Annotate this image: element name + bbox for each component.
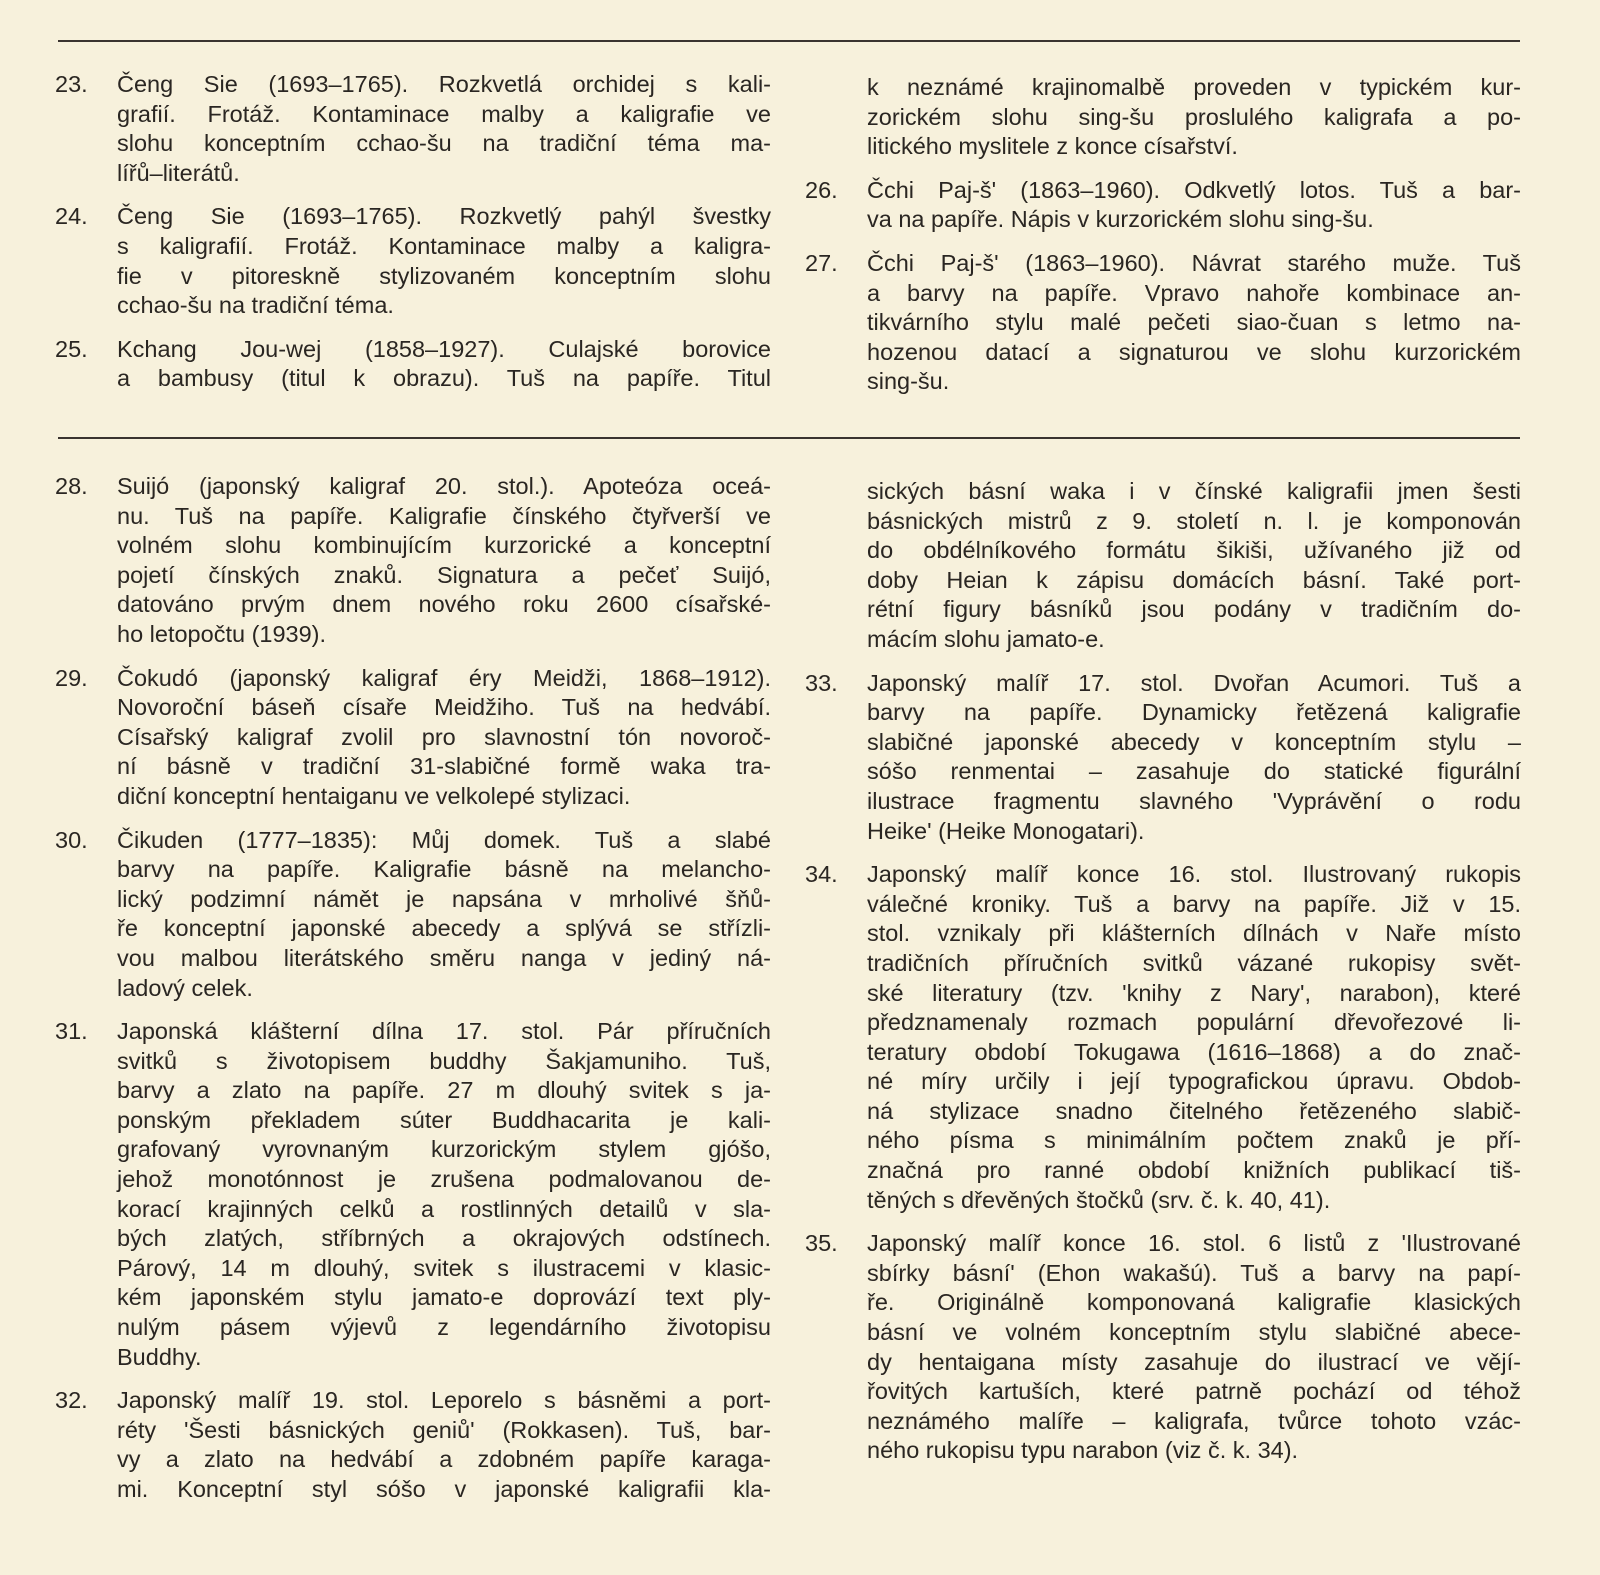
entry-text-line: nulým pásem výjevů z legendárního životopisu <box>117 1314 771 1341</box>
entry-text-line: ilustrace fragmentu slavného 'Vyprávění o rodu <box>867 787 1521 814</box>
entry-text-line: ské literatury (tzv. 'knihy z Nary', narabon), které <box>867 979 1521 1006</box>
entry-text-line: s kaligrafií. Frotáž. Kontaminace malby a kaligra- <box>117 232 771 259</box>
catalog-entry-24 <box>55 202 771 320</box>
entry-text-line: ného rukopisu typu narabon (viz č. k. 34). <box>867 1437 1299 1464</box>
catalog-entry-continuation <box>805 477 1521 655</box>
entry-text-line: diční konceptní hentaiganu ve velkolepé stylizaci. <box>117 782 631 809</box>
entry-text-line: Novoroční báseň císaře Meidžiho. Tuš na hedvábí. <box>117 694 771 721</box>
entry-text-line: básní ve volném konceptním stylu slabičné abece- <box>867 1319 1521 1346</box>
entry-text-line: dy hentaigana místy zasahuje do ilustrací ve vějí- <box>867 1348 1521 1375</box>
entry-text-line: tikvárního stylu malé pečeti siao-čuan s letmo na- <box>867 309 1521 336</box>
catalog-entry-31 <box>55 1017 771 1372</box>
entry-text-line: Čchi Paj-š' (1863–1960). Odkvetlý lotos. Tuš a bar- <box>867 176 1521 203</box>
entry-text-line: teratury období Tokugawa (1616–1868) a do znač- <box>867 1038 1521 1065</box>
entry-text-line: ní básně v tradiční 31-slabičné formě waka tra- <box>117 753 771 780</box>
entry-text-line: barvy na papíře. Kaligrafie básně na melancho- <box>117 856 771 883</box>
entry-text-line: Čchi Paj-š' (1863–1960). Návrat starého muže. Tuš <box>867 249 1521 276</box>
top-rule <box>58 40 1520 42</box>
entry-text-line: Buddhy. <box>117 1343 202 1370</box>
entry-text-line: sing-šu. <box>867 368 950 395</box>
section-2-left-column <box>55 472 771 1519</box>
entry-text-line: nu. Tuš na papíře. Kaligrafie čínského čtyřverší ve <box>117 502 771 529</box>
entry-text-line: korací krajinných celků a rostlinných detailů v sla- <box>117 1195 771 1222</box>
entry-text-line: ře. Originálně komponovaná kaligrafie klasických <box>867 1289 1521 1316</box>
entry-text-line: těných s dřevěných štočků (srv. č. k. 40, 41). <box>867 1186 1331 1213</box>
entry-text-line: Japonský malíř konce 16. stol. Ilustrovaný rukopis <box>867 861 1521 888</box>
entry-text-line: va na papíře. Nápis v kurzorickém slohu sing-šu. <box>867 206 1374 233</box>
entry-text-line: Císařský kaligraf zvolil pro slavnostní tón novoroč- <box>117 723 771 750</box>
catalog-entry-30 <box>55 826 771 1004</box>
entry-text-line: pojetí čínských znaků. Signatura a pečeť Suijó, <box>117 561 771 588</box>
entry-text-line: vy a zlato na hedvábí a zdobném papíře karaga- <box>117 1446 771 1473</box>
catalog-entry-26 <box>805 176 1521 235</box>
entry-text-line: jehož monotónnost je zrušena podmalovanou de- <box>117 1166 771 1193</box>
entry-number: 35. <box>805 1230 838 1257</box>
entry-text-line: Kchang Jou-wej (1858–1927). Culajské borovice <box>117 335 771 362</box>
entry-text-line: mi. Konceptní styl sóšo v japonské kaligrafii kla- <box>117 1476 771 1502</box>
entry-text-line: fie v pitoreskně stylizovaném konceptním slohu <box>117 262 771 289</box>
entry-number: 33. <box>805 669 838 696</box>
entry-text-line: zorickém slohu sing-šu proslulého kaligrafa a po- <box>867 103 1521 130</box>
entry-text-line: né míry určily i její typografickou úpravu. Obdob- <box>867 1068 1521 1095</box>
entry-number: 28. <box>55 473 88 499</box>
entry-text-line: sických básní waka i v čínské kaligrafii jmen šesti <box>867 478 1521 504</box>
entry-text-line: k neznámé krajinomalbě proveden v typickém kur- <box>867 74 1521 100</box>
catalog-entry-29 <box>55 664 771 812</box>
entry-text-line: slohu konceptním cchao-šu na tradiční téma ma- <box>117 130 771 157</box>
entry-text-line: Čokudó (japonský kaligraf éry Meidži, 1868–1912). <box>117 664 771 691</box>
entry-text-line: kém japonském stylu jamato-e doprovází text ply- <box>117 1284 771 1311</box>
entry-text-line: ho letopočtu (1939). <box>117 620 327 647</box>
entry-text-line: rétní figury básníků jsou podány v tradičním do- <box>867 596 1521 623</box>
entry-text-line: Japonský malíř konce 16. stol. 6 listů z 'Ilustrované <box>867 1230 1521 1257</box>
entry-text-line: mácím slohu jamato-e. <box>867 625 1105 652</box>
entry-text-line: volném slohu kombinujícím kurzorické a konceptní <box>117 532 771 559</box>
entry-text-line: sbírky básní' (Ehon wakašú). Tuš a barvy na papí- <box>867 1259 1521 1286</box>
entry-text-line: bých zlatých, stříbrných a okrajových odstínech. <box>117 1225 771 1252</box>
catalog-entry-32 <box>55 1386 771 1504</box>
entry-number: 26. <box>805 176 838 203</box>
entry-text-line: ře konceptní japonské abecedy a splývá se střízli- <box>117 915 771 942</box>
entry-text-line: svitků s životopisem buddhy Šakjamuniho. Tuš, <box>117 1047 771 1074</box>
section-2-right-column <box>805 477 1521 1480</box>
entry-text-line: grafií. Frotáž. Kontaminace malby a kaligrafie ve <box>117 100 771 127</box>
entry-text-line: ného písma s minimálním počtem znaků je pří- <box>867 1127 1521 1154</box>
entry-text-line: cchao-šu na tradiční téma. <box>117 292 394 319</box>
section-1-right-column <box>805 73 1521 411</box>
entry-text-line: grafovaný vyrovnaným kurzorickým stylem gjóšo, <box>117 1136 771 1163</box>
catalog-entry-25 <box>55 335 771 394</box>
entry-number: 25. <box>55 335 88 362</box>
entry-number: 24. <box>55 203 88 230</box>
entry-text-line: Čikuden (1777–1835): Můj domek. Tuš a slabé <box>117 826 771 853</box>
entry-text-line: Heike' (Heike Monogatari). <box>867 817 1145 844</box>
section-1-left-column <box>55 70 771 408</box>
catalog-entry-33 <box>805 669 1521 847</box>
entry-text-line: sóšo renmentai – zasahuje do statické figurální <box>867 758 1521 785</box>
entry-text-line: barvy na papíře. Dynamicky řetězená kaligrafie <box>867 699 1521 726</box>
entry-text-line: do obdélníkového formátu šikiši, užívaného již od <box>867 537 1521 564</box>
section-divider-rule <box>58 437 1520 439</box>
entry-number: 31. <box>55 1018 88 1045</box>
entry-text-line: značná pro ranné období knižních publikací tiš- <box>867 1157 1521 1184</box>
entry-text-line: litického myslitele z konce císařství. <box>867 133 1238 160</box>
entry-number: 34. <box>805 861 838 888</box>
catalog-entry-23 <box>55 70 771 188</box>
entry-text-line: ná stylizace snadno čitelného řetězeného slabič- <box>867 1097 1521 1124</box>
entry-text-line: válečné kroniky. Tuš a barvy na papíře. Již v 15. <box>867 890 1521 917</box>
entry-text-line: réty 'Šesti básnických geniů' (Rokkasen). Tuš, bar- <box>117 1416 771 1443</box>
entry-text-line: vou malbou literátského směru nanga v jediný ná- <box>117 944 771 971</box>
catalog-entry-continuation <box>805 73 1521 162</box>
entry-text-line: stol. vznikaly při klášterních dílnách v Naře místo <box>867 920 1521 947</box>
entry-number: 29. <box>55 664 88 691</box>
catalog-entry-28 <box>55 472 771 650</box>
entry-text-line: řovitých kartuších, které patrně pochází od téhož <box>867 1378 1521 1405</box>
entry-number: 30. <box>55 826 88 853</box>
entry-text-line: Čeng Sie (1693–1765). Rozkvetlá orchidej s kali- <box>117 71 771 97</box>
entry-text-line: Párový, 14 m dlouhý, svitek s ilustracemi v klasic- <box>117 1254 771 1281</box>
entry-text-line: a barvy na papíře. Vpravo nahoře kombinace an- <box>867 279 1521 306</box>
entry-text-line: slabičné japonské abecedy v konceptním stylu – <box>867 728 1521 755</box>
catalog-entry-27 <box>805 249 1521 397</box>
entry-text-line: básnických mistrů z 9. století n. l. je komponován <box>867 507 1521 534</box>
entry-number: 23. <box>55 71 88 97</box>
entry-text-line: datováno prvým dnem nového roku 2600 císařské- <box>117 591 771 618</box>
entry-text-line: Japonská klášterní dílna 17. stol. Pár příručních <box>117 1018 771 1045</box>
entry-text-line: ponským překladem súter Buddhacarita je kali- <box>117 1106 771 1133</box>
entry-text-line: ladový celek. <box>117 974 253 1001</box>
entry-text-line: Suijó (japonský kaligraf 20. stol.). Apoteóza oceá- <box>117 473 771 499</box>
entry-text-line: tradičních příručních svitků vázané rukopisy svět- <box>867 949 1521 976</box>
entry-text-line: doby Heian k zápisu domácích básní. Také port- <box>867 566 1521 593</box>
catalog-entry-34 <box>805 860 1521 1215</box>
entry-text-line: Japonský malíř 19. stol. Leporelo s básněmi a port- <box>117 1387 771 1414</box>
entry-text-line: neznámého malíře – kaligrafa, tvůrce tohoto vzác- <box>867 1407 1521 1434</box>
entry-number: 27. <box>805 249 838 276</box>
entry-text-line: Japonský malíř 17. stol. Dvořan Acumori. Tuš a <box>867 669 1521 696</box>
entry-text-line: Čeng Sie (1693–1765). Rozkvetlý pahýl švestky <box>117 203 771 230</box>
catalog-entry-35 <box>805 1229 1521 1466</box>
entry-text-line: předznamenaly rozmach populární dřevořezové li- <box>867 1009 1521 1036</box>
entry-text-line: lířů–literátů. <box>117 159 240 186</box>
entry-text-line: a bambusy (titul k obrazu). Tuš na papíře. Titul <box>117 365 771 392</box>
entry-text-line: barvy a zlato na papíře. 27 m dlouhý svitek s ja- <box>117 1077 771 1104</box>
entry-text-line: lický podzimní námět je napsána v mrholivé šňů- <box>117 885 771 912</box>
entry-number: 32. <box>55 1387 88 1414</box>
entry-text-line: hozenou datací a signaturou ve slohu kurzorickém <box>867 338 1521 365</box>
